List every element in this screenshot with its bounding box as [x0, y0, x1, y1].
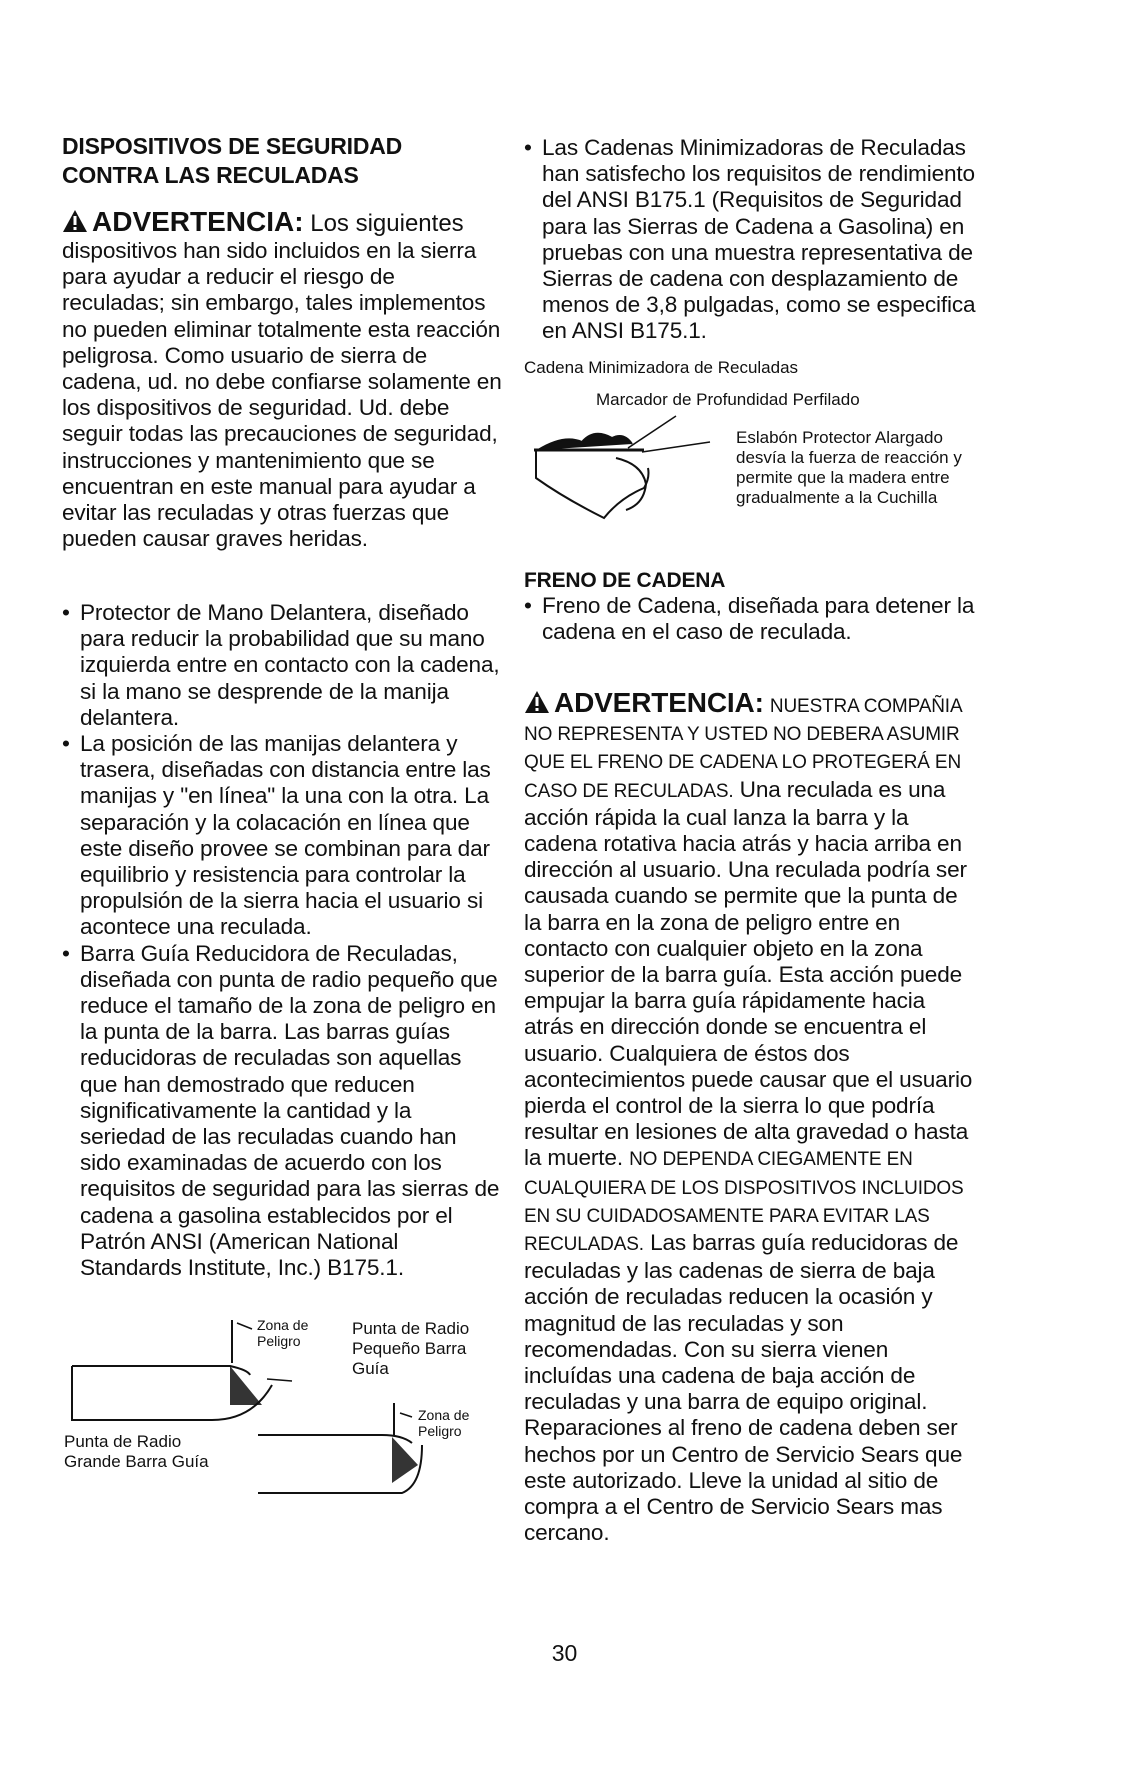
list-item-text: Las Cadenas Minimizadoras de Reculadas han satisfecho los requisitos de rendimiento del ANSI B175.1 (Requisitos de Seguridad para las Sierras de Cadena a Gasolina) en pruebas con una muestra representativa de Sierras de cadena con desplazamiento de menos de 3,8 pulgadas, como se especifica en ANSI B175.1. — [542, 135, 976, 344]
warning-caps-2: NO DEPENDA CIEGAMENTE EN CUALQUIERA DE LOS DISPOSITIVOS INCLUIDOS EN SU CUIDADOSAMENTE PARA EVITAR LAS RECULADAS. — [524, 1149, 964, 1256]
warning-first-words: Los siguientes — [310, 210, 464, 237]
warning-body-2: Las barras guía reducidoras de reculadas y las cadenas de sierra de baja acción de reculadas reducen la ocasión y magnitud de las reculadas y son recomendadas. Con su sierra vienen incluídas una cadena de baja acción de reculadas y una barra de equipo original. Reparaciones al freno de cadena deben ser hechos por un Centro de Servicio Sears que este autorizado. Lleve la unidad al sitio de compra a el Centro de Servicio Sears mas cercano. — [524, 1230, 963, 1546]
chain-diagram-title: Cadena Minimizadora de Reculadas — [524, 358, 799, 377]
list-item: • Las Cadenas Minimizadoras de Reculadas han satisfecho los requisitos de rendimiento del ANSI B175.1 (Requisitos de Seguridad para las Sierras de Cadena a Gasolina) en pruebas con una muestra representativa de Sierras de cadena con desplazamiento de menos de 3,8 pulgadas, como se especifica en ANSI B175.1. — [524, 135, 976, 344]
safety-device-list — [62, 600, 502, 1281]
freno-list — [524, 593, 976, 645]
page-number: 30 — [551, 1640, 578, 1666]
list-item: • Freno de Cadena, diseñada para detener la cadena en el caso de reculada. — [524, 593, 975, 645]
guide-bar-diagram — [62, 1315, 502, 1495]
freno-warning — [524, 687, 976, 1547]
warning-triangle-icon — [524, 690, 550, 720]
list-item-text: Freno de Cadena, diseñada para detener la cadena en el caso de reculada. — [542, 593, 975, 645]
warning-label: ADVERTENCIA: — [92, 206, 304, 237]
warning-triangle-icon — [62, 209, 88, 239]
list-item: • La posición de las manijas delantera y trasera, diseñadas con distancia entre las manijas y "en línea" la una con la otra. La separación y la colacación en línea que este diseño provee se combinan para dar equilibrio y resistencia para controlar la propulsión de la sierra hacia el usuario si acontece una reculada. — [62, 731, 491, 940]
list-item: • Barra Guía Reducidora de Reculadas, diseñada con punta de radio pequeño que reduce el tamaño de la zona de peligro en la punta de la barra. Las barras guías reducidoras de reculadas son aquellas que han demostrado que reducen significativamente la cantidad y la seriedad de las reculadas cuando han sido examinadas de acuerdo con los requisitos de seguridad para las sierras de cadena a gasolina establecidos por el Patrón ANSI (American National Standards Institute, Inc.) B175.1. — [62, 940, 500, 1281]
warning-body-1: Una reculada es una acción rápida la cual lanza la barra y la cadena rotativa hacia atrás y hacia arriba en dirección al usuario. Una reculada podría ser causada cuando se permite que la punta de la barra en la zona de peligro entre en contacto con cualquier objeto en la zona superior de la barra guía. Esta acción puede empujar la barra guía rápidamente hacia atrás en dirección donde se encuentra el usuario. Cualquiera de éstos dos acontecimientos puede causar que el usuario pierda el control de la sierra lo que podría resultar en lesiones de alta gravedad o hasta la muerte. — [524, 776, 973, 1171]
list-item-text: Barra Guía Reducidora de Reculadas, diseñada con punta de radio pequeño que reduce el tamaño de la zona de peligro en la punta de la barra. Las barras guías reducidoras de reculadas son aquellas que han demostrado que reducen significativamente la cantidad y la seriedad de las reculadas cuando han sido examinadas de acuerdo con los requisitos de seguridad para las sierras de cadena a gasolina establecidos por el Patrón ANSI (American National Standards Institute, Inc.) B175.1. — [80, 940, 500, 1281]
list-item: • Protector de Mano Delantera, diseñado para reducir la probabilidad que su mano izquierda entre en contacto con la cadena, si la mano se desprende de la manija delantera. — [62, 600, 500, 730]
chain-drawing — [524, 408, 744, 558]
punta-pequeno-label: Punta de Radio Pequeño Barra Guía — [352, 1319, 470, 1378]
warning-label: ADVERTENCIA: — [554, 687, 764, 718]
heading-line-2: CONTRA LAS RECULADAS — [62, 162, 359, 188]
freno-heading: FRENO DE CADENA — [524, 569, 726, 592]
list-item-text: La posición de las manijas delantera y trasera, diseñadas con distancia entre las manijas y "en línea" la una con la otra. La separación y la colacación en línea que este diseño provee se combinan para dar equilibrio y resistencia para controlar la propulsión de la sierra hacia el usuario si acontece una reculada. — [80, 731, 491, 940]
warning-line — [62, 208, 502, 239]
punta-grande-label: Punta de Radio Grande Barra Guía — [64, 1432, 209, 1471]
chain-list — [524, 135, 976, 345]
eslabon-label: Eslabón Protector Alargado desvía la fuerza de reacción y permite que la madera entre gradualmente a la Cuchilla — [736, 428, 962, 507]
zona-peligro-label-1: Zona de Peligro — [257, 1317, 309, 1349]
warning-caps-1: NUESTRA COMPAÑIA NO REPRESENTA Y USTED NO DEBERA ASUMIR QUE EL FRENO DE CADENA LO PROTEGERÁ EN CASO DE RECULADAS. — [524, 696, 962, 802]
warning-body: dispositivos han sido incluidos en la sierra para ayudar a reducir el riesgo de reculadas; sin embargo, tales implementos no pueden eliminar totalmente esta reacción peligrosa. Como usuario de sierra de cadena, ud. no debe confiarse solamente en los dispositivos de seguridad. Ud. debe seguir todas las precauciones de seguridad, instrucciones y mantenimiento que se encuentran en este manual para ayudar a evitar las reculadas y otras fuerzas que pueden causar graves heridas. — [62, 238, 502, 552]
section-heading — [62, 132, 502, 190]
zona-peligro-label-2: Zona de Peligro — [418, 1407, 470, 1439]
list-item-text: Protector de Mano Delantera, diseñado para reducir la probabilidad que su mano izquierda entre en contacto con la cadena, si la mano se desprende de la manija delantera. — [80, 600, 500, 730]
heading-line-1: DISPOSITIVOS DE SEGURIDAD — [62, 133, 403, 159]
chain-diagram — [524, 358, 976, 558]
marcador-label: Marcador de Profundidad Perfilado — [596, 390, 860, 409]
